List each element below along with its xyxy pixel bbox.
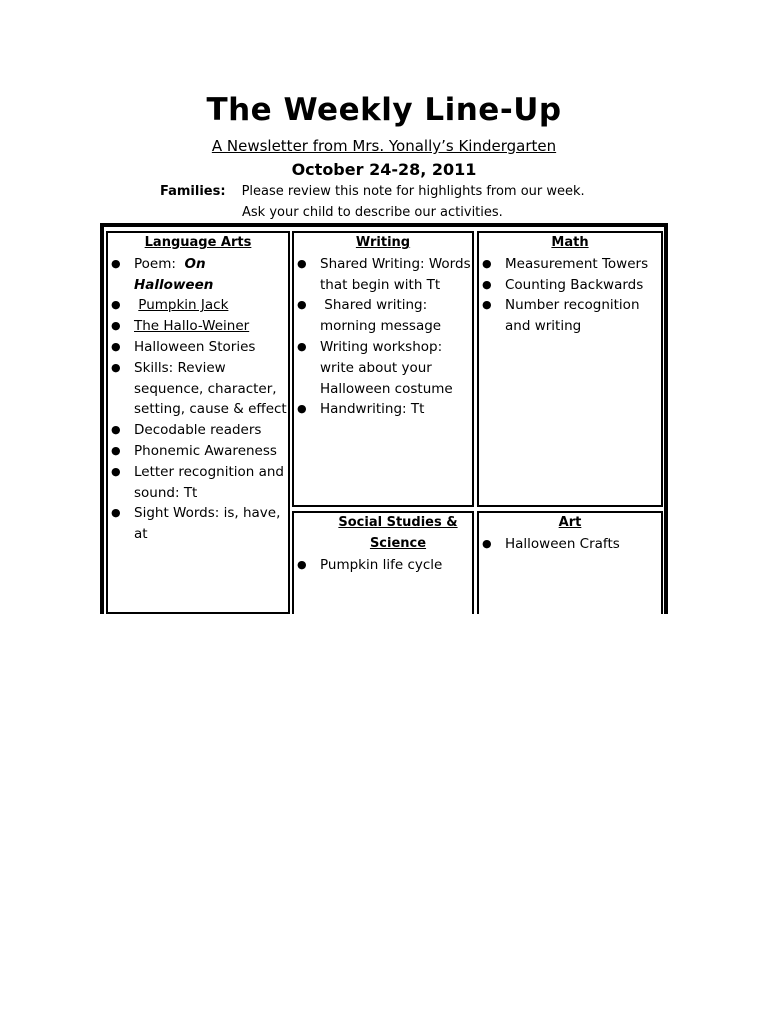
list-item-text: Measurement Towers [505,255,649,272]
newsletter-date: October 24-28, 2011 [291,160,477,179]
bullet-icon: ● [111,319,121,333]
list-item-text: Halloween Crafts [505,535,620,552]
list-item [108,295,288,316]
art-list [479,534,661,555]
bullet-icon: ● [482,256,492,270]
social-studies-heading [294,513,472,555]
newsletter-subtitle: A Newsletter from Mrs. Yonally’s Kindergarten [211,137,557,155]
bullet-icon: ● [482,536,492,550]
bullet-icon: ● [482,277,492,291]
list-item [479,275,661,296]
list-item [294,399,472,420]
list-item-text: Pumpkin life cycle [320,556,443,573]
list-item [108,254,288,296]
list-item [294,295,472,337]
language-arts-list [108,254,288,545]
list-item [108,503,288,545]
bullet-icon: ● [111,339,121,353]
bullet-icon: ● [111,506,121,520]
list-item-text: Counting Backwards [505,276,644,293]
families-note [160,184,585,199]
bullet-icon: ● [111,256,121,270]
newsletter-title: The Weekly Line-Up [206,92,562,128]
bullet-icon: ● [111,443,121,457]
art-cell [477,511,663,614]
list-item-text: Halloween Stories [134,338,256,355]
social-studies-heading-line1: Social Studies & [338,515,458,530]
families-note-line1: Please review this note for highlights from our week. [241,184,585,199]
list-item [108,337,288,358]
social-studies-list [294,555,472,576]
social-studies-heading-line2: Science [369,535,427,551]
list-item [108,441,288,462]
art-heading: Art [558,515,582,530]
list-item-text: Writing workshop: write about your Halloween costume [320,338,453,397]
bullet-icon: ● [111,423,121,437]
social-studies-cell [292,511,474,614]
list-item [294,337,472,399]
families-label: Families: [160,184,226,199]
math-heading: Math [551,235,589,250]
list-item-text: Handwriting: Tt [320,401,425,418]
poem-title: On Halloween [134,255,214,293]
math-list [479,254,661,337]
bullet-icon: ● [111,360,121,374]
writing-list [294,254,472,420]
list-item [294,555,472,576]
bullet-icon: ● [297,557,307,571]
language-arts-heading: Language Arts [144,235,252,250]
list-item-text: Sight Words: is, have, at [134,505,281,543]
list-item [108,358,288,420]
bullet-icon: ● [111,298,121,312]
list-item-text: Pumpkin Jack [138,297,229,314]
list-item [108,316,288,337]
math-cell [477,231,663,507]
list-item-text: The Hallo-Weiner [134,318,250,335]
poem-label: Poem: [134,255,176,272]
bullet-icon: ● [482,298,492,312]
list-item-text: Shared writing: morning message [320,297,442,335]
list-item-text: Skills: Review sequence, character, setting, cause & effect [134,359,287,418]
subject-grid [100,223,668,614]
list-item-text: Phonemic Awareness [134,442,277,459]
bullet-icon: ● [297,298,307,312]
list-item-text: Letter recognition and sound: Tt [134,463,284,501]
writing-cell [292,231,474,507]
list-item [108,462,288,504]
families-note-line2: Ask your child to describe our activities. [242,205,503,220]
list-item-text: Number recognition and writing [505,297,640,335]
list-item [294,254,472,296]
list-item [479,254,661,275]
language-arts-cell [106,231,290,614]
bullet-icon: ● [297,339,307,353]
list-item-text: Shared Writing: Words that begin with Tt [320,255,471,293]
bullet-icon: ● [297,256,307,270]
bullet-icon: ● [111,464,121,478]
list-item-text: Decodable readers [134,422,262,439]
list-item [108,420,288,441]
list-item [479,295,661,337]
writing-heading: Writing [355,235,411,250]
bullet-icon: ● [297,402,307,416]
list-item [479,534,661,555]
